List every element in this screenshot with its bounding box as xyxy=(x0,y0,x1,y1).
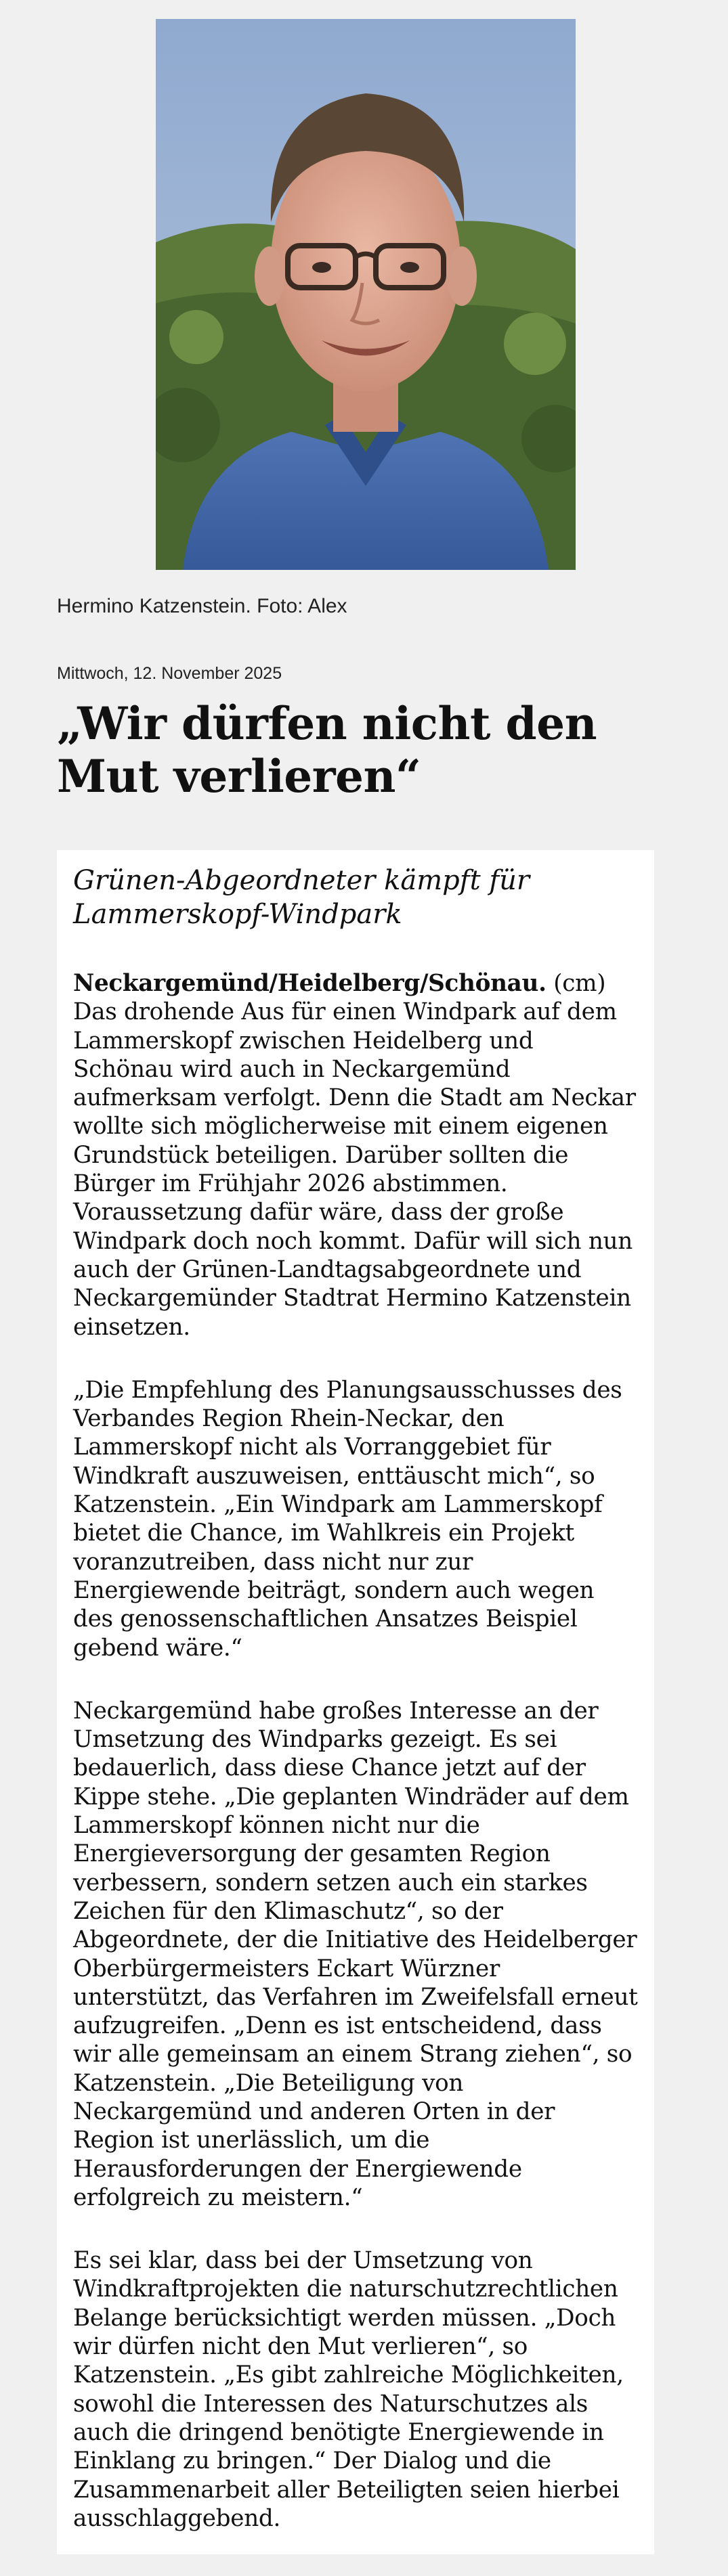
article-subtitle: Grünen-Abgeordneter kämpft für Lammerskopf-Windpark xyxy=(73,865,530,930)
photo-caption: Hermino Katzenstein. Foto: Alex xyxy=(57,595,347,617)
article-body xyxy=(57,850,654,2554)
article-paragraph: „Die Empfehlung des Planungsausschusses des Verbandes Region Rhein-Neckar, den Lammerskopf nicht als Vorranggebiet für Windkraft auszuweisen, enttäuscht mich“, so Katzenstein. „Ein Windpark am Lammerskopf bietet die Chance, im Wahlkreis ein Projekt voranzutreiben, dass nicht nur zur Energiewende beiträgt, sondern auch wegen des genossenschaftlichen Ansatzes Beispiel gebend wäre.“ xyxy=(73,1376,622,1662)
article-date: Mittwoch, 12. November 2025 xyxy=(57,664,282,683)
article-paragraph-lead xyxy=(73,969,638,1341)
article-paragraph: Neckargemünd habe großes Interesse an der Umsetzung des Windparks gezeigt. Es sei bedauerlich, dass diese Chance jetzt auf der Kippe stehe. „Die geplanten Windräder auf dem Lammerskopf können nicht nur die Energieversorgung der gesamten Region verbessern, sondern setzen auch ein starkes Zeichen für den Klimaschutz“, so der Abgeordnete, der die Initiative des Heidelberger Oberbürgermeisters Eckart Würzner unterstützt, das Verfahren im Zweifelsfall erneut aufzugreifen. „Denn es ist entscheidend, dass wir alle gemeinsam an einem Strang ziehen“, so Katzenstein. „Die Beteiligung von Neckargemünd und anderen Orten in der Region ist unerlässlich, um die Herausforderungen der Energiewende erfolgreich zu meistern.“ xyxy=(73,1697,638,2211)
article-paragraph: Es sei klar, dass bei der Umsetzung von Windkraftprojekten die naturschutzrechtlichen Belange berücksichtigt werden müssen. „Doch wir dürfen nicht den Mut verlieren“, so Katzenstein. „Es gibt zahlreiche Möglichkeiten, sowohl die Interessen des Naturschutzes als auch die dringend benötigte Energiewende in Einklang zu bringen.“ Der Dialog und die Zusammenarbeit aller Beteiligten seien hierbei ausschlaggebend. xyxy=(73,2247,624,2532)
lead-location: Neckargemünd/Heidelberg/Schönau. xyxy=(73,970,547,997)
article-headline: „Wir dürfen nicht den Mut verlieren“ xyxy=(57,697,597,803)
lead-text: (cm) Das drohende Aus für einen Windpark auf dem Lammerskopf zwischen Heidelberg und Schönau wird auch in Neckargemünd aufmerksam verfolgt. Denn die Stadt am Neckar wollte sich möglicherweise mit einem eigenen Grundstück beteiligen. Darüber sollten die Bürger im Frühjahr 2026 abstimmen. Voraussetzung dafür wäre, dass der große Windpark doch noch kommt. Dafür will sich nun auch der Grünen-Landtagsabgeordnete und Neckargemünder Stadtrat Hermino Katzenstein einsetzen. xyxy=(73,970,636,1341)
portrait-photo xyxy=(156,19,576,570)
